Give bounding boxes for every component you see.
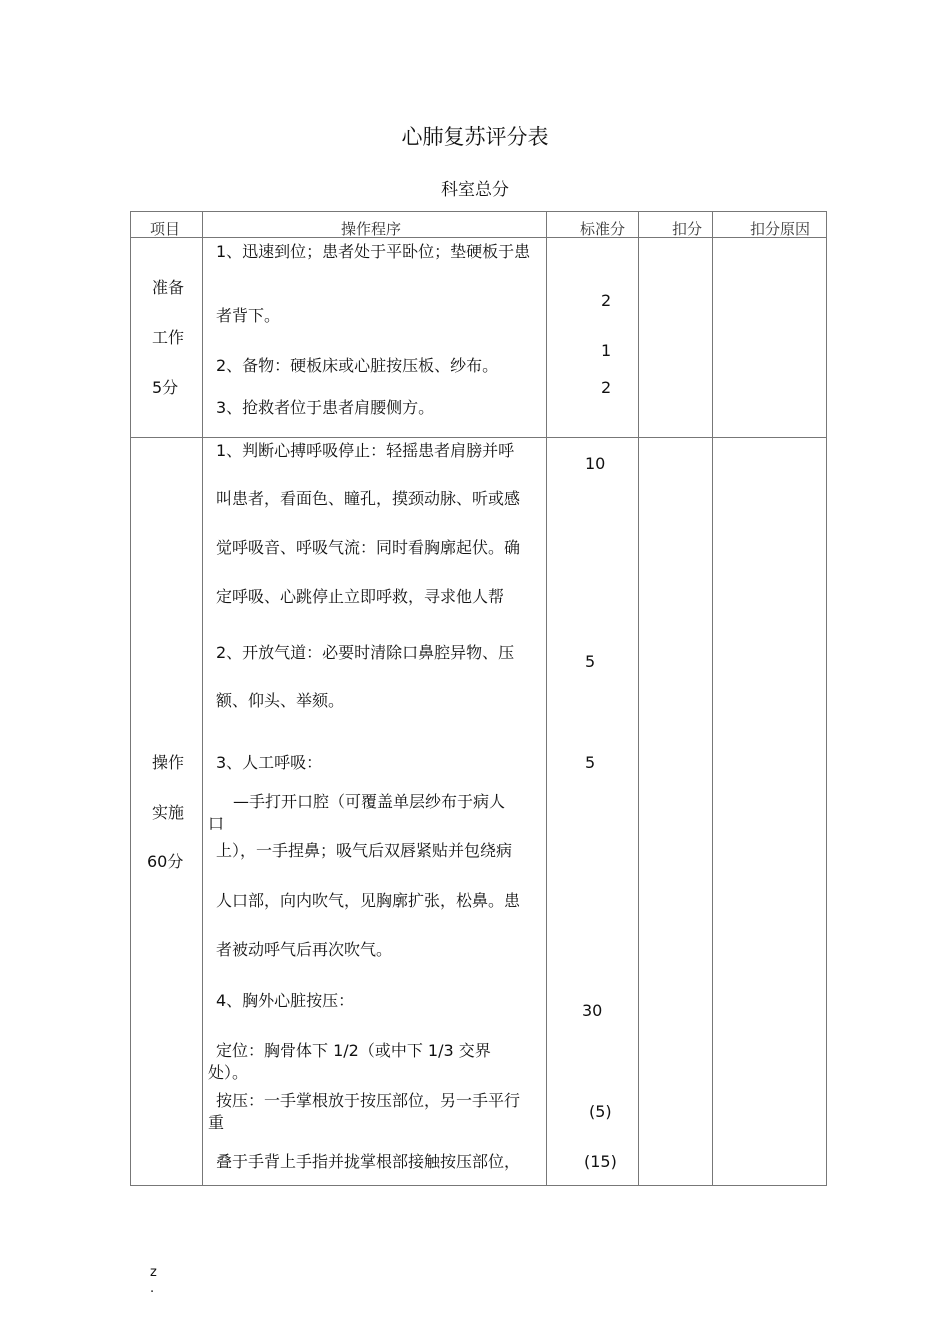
- section-label: 操作: [152, 753, 185, 772]
- procedure-line: —手打开口腔（可覆盖单层纱布于病人: [233, 792, 506, 811]
- standard-score: 5: [585, 652, 596, 671]
- header-procedure: 操作程序: [341, 220, 402, 238]
- procedure-line: 处）。: [208, 1063, 249, 1082]
- section-label: 5分: [152, 378, 179, 397]
- page-footer: [150, 1263, 157, 1299]
- procedure-line: 3、抢救者位于患者肩腰侧方。: [216, 398, 435, 417]
- standard-score: 2: [601, 378, 612, 397]
- standard-score: 30: [582, 1001, 603, 1020]
- header-item: 项目: [150, 220, 181, 238]
- procedure-line: 定呼吸、心跳停止立即呼救，寻求他人帮: [216, 587, 505, 606]
- standard-score: (5): [589, 1102, 612, 1121]
- procedure-line: 者背下。: [216, 306, 281, 325]
- procedure-line: 1、迅速到位；患者处于平卧位；垫硬板于患: [216, 242, 531, 261]
- footer-dot: .: [150, 1281, 155, 1296]
- procedure-line: 上），一手捏鼻；吸气后双唇紧贴并包绕病: [216, 841, 513, 860]
- standard-score: 5: [585, 753, 596, 772]
- procedure-line: 2、开放气道：必要时清除口鼻腔异物、压: [216, 643, 515, 662]
- procedure-line: 口: [208, 814, 225, 833]
- footer-mark: z: [150, 1265, 157, 1280]
- procedure-line: 额、仰头、举颏。: [216, 691, 345, 710]
- procedure-line: 重: [208, 1113, 225, 1132]
- procedure-line: 4、胸外心脏按压：: [216, 991, 355, 1010]
- procedure-line: 1、判断心搏呼吸停止：轻摇患者肩膀并呼: [216, 441, 515, 460]
- section-label: 工作: [152, 328, 185, 347]
- procedure-line: 觉呼吸音、呼吸气流：同时看胸廓起伏。确: [216, 538, 521, 557]
- procedure-line: 定位：胸骨体下 1/2（或中下 1/3 交界: [216, 1041, 491, 1060]
- standard-score: (15): [584, 1152, 617, 1171]
- section-label: 实施: [152, 803, 185, 822]
- standard-score: 2: [601, 291, 612, 310]
- procedure-line: 2、备物：硬板床或心脏按压板、纱布。: [216, 356, 499, 375]
- header-standard-score: 标准分: [580, 220, 626, 238]
- procedure-line: 者被动呼气后再次吹气。: [216, 940, 393, 959]
- page-title: 心肺复苏评分表: [401, 125, 549, 149]
- department-total-label: 科室总分: [441, 180, 509, 200]
- procedure-line: 人口部，向内吹气，见胸廓扩张，松鼻。患: [216, 891, 521, 910]
- header-deduction: 扣分: [672, 220, 703, 238]
- procedure-line: 按压：一手掌根放于按压部位，另一手平行: [216, 1091, 521, 1110]
- section-label: 准备: [152, 278, 185, 297]
- standard-score: 1: [601, 341, 612, 360]
- procedure-line: 3、人工呼吸：: [216, 753, 323, 772]
- procedure-line: 叠于手背上手指并拢掌根部接触按压部位，: [216, 1152, 521, 1171]
- standard-score: 10: [585, 454, 606, 473]
- header-deduction-reason: 扣分原因: [750, 220, 811, 238]
- section-label: 60分: [147, 852, 184, 871]
- procedure-line: 叫患者，看面色、瞳孔，摸颈动脉、听或感: [216, 489, 521, 508]
